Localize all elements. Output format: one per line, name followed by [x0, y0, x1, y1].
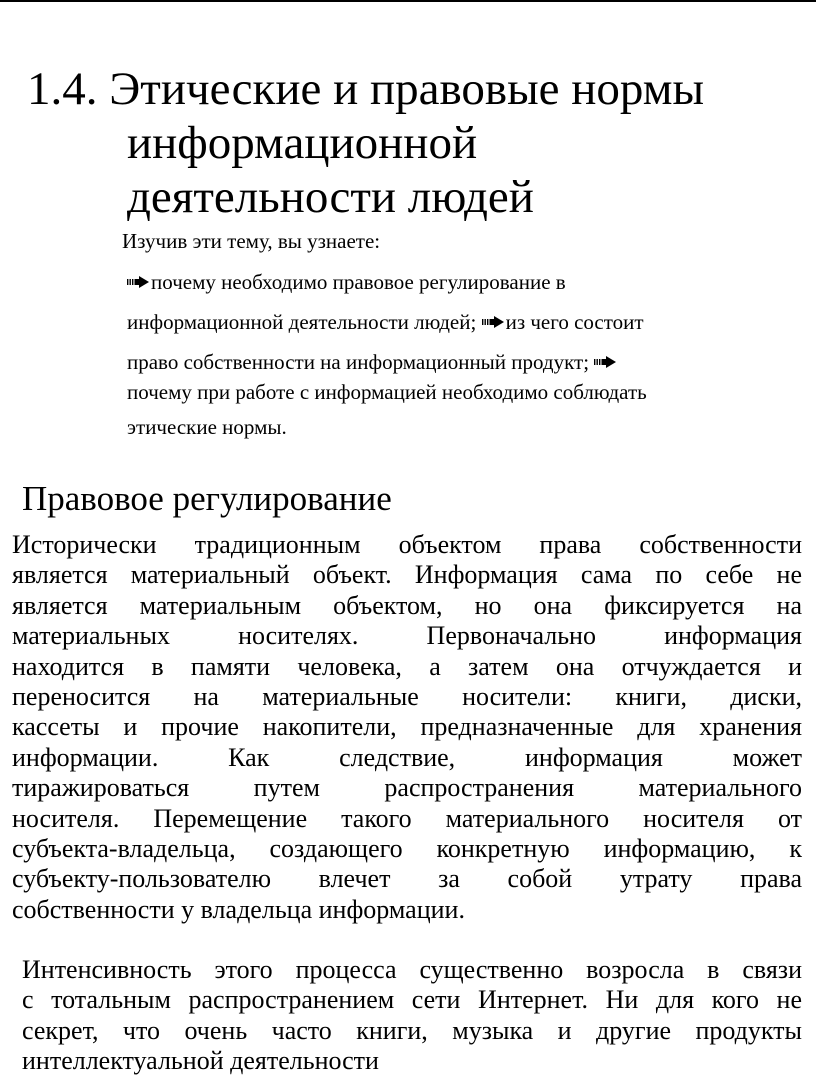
paragraph-1 [12, 530, 802, 925]
paragraph-1-line: материальных носителях. Первоначально информация [12, 621, 802, 651]
paragraph-1-line: собственности у владельца информации. [12, 894, 465, 924]
goal-2-text-a: из чего состоит [505, 310, 644, 334]
section-title: Правовое регулирование [22, 479, 392, 518]
page-title [27, 62, 807, 224]
paragraph-2-line: интеллектуальной деятельности [22, 1046, 379, 1076]
goals-line-5 [127, 415, 287, 440]
paragraph-1-line: субъекту-пользователю влечет за собой утрату права [12, 864, 802, 894]
paragraph-1-line: переносится на материальные носители: книги, диски, [12, 682, 802, 712]
goal-3-text-a: почему при работе с информацией необходимо соблюдать [127, 380, 647, 404]
paragraph-2-line: с тотальным распространением сети Интернет. Ни для кого не [22, 985, 802, 1015]
arrow-bullet-icon [482, 316, 504, 328]
paragraph-1-line: тиражироваться путем распространения материального [12, 773, 802, 803]
page-title-line-1: 1.4. Этические и правовые нормы [27, 63, 705, 115]
goal-1-text-b: информационной деятельности людей; [127, 310, 477, 334]
paragraph-1-line: является материальный объект. Информация сама по себе не [12, 560, 802, 590]
paragraph-1-line: Исторически традиционным объектом права собственности [12, 530, 802, 559]
arrow-bullet-icon [594, 356, 616, 368]
paragraph-1-line: информации. Как следствие, информация может [12, 742, 802, 772]
paragraph-1-line: является материальным объектом, но она фиксируется на [12, 590, 802, 620]
paragraph-2-line: секрет, что очень часто книги, музыка и другие продукты [22, 1015, 802, 1045]
paragraph-1-line: кассеты и прочие накопители, предназначенные для хранения [12, 712, 802, 742]
goals-line-3 [127, 350, 618, 375]
goals-line-2 [127, 310, 644, 335]
goal-3-text-b: этические нормы. [127, 415, 287, 439]
paragraph-1-line: носителя. Перемещение такого материального носителя от [12, 803, 802, 833]
paragraph-1-line: находится в памяти человека, а затем она отчуждается и [12, 651, 802, 681]
intro-text: Изучив эти тему, вы узнаете: [122, 229, 381, 253]
top-border-line [0, 0, 816, 2]
goals-line-1 [127, 270, 566, 295]
paragraph-1-line: субъекта-владельца, создающего конкретную информацию, к [12, 834, 802, 864]
goal-1-text-a: почему необходимо правовое регулирование в [151, 270, 566, 294]
paragraph-2-line: Интенсивность этого процесса существенно возросла в связи [22, 955, 802, 984]
page-title-line-3: деятельности людей [127, 171, 534, 223]
paragraph-2 [22, 955, 802, 1077]
goal-2-text-b: право собственности на информационный продукт; [127, 350, 590, 374]
goals-line-4 [127, 380, 647, 405]
page-title-line-2: информационной [127, 117, 478, 169]
arrow-bullet-icon [127, 276, 149, 288]
